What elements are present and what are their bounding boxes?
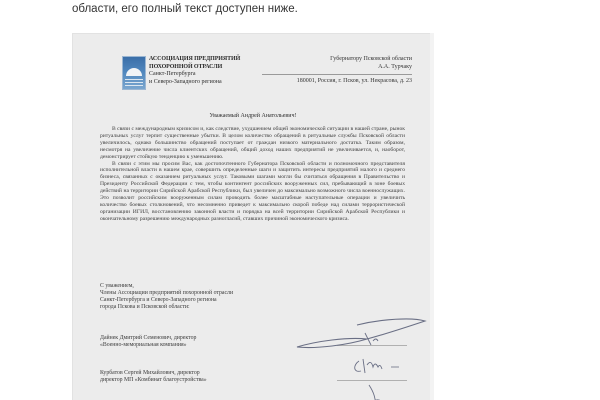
body-paragraph: В связи с международным кризисом и, как следствие, ухудшением общей экономической ситуации в нашей стране, рынок ритуальных услуг терпит существенные убытки. В целом количество обращений в ритуальные службы Псковской области увеличилось, однако большинство обращений поступает от граждан низкого материального достатка. Таким образом, несмотря на увеличение числа клиентских обращений, общий доход наших предприятий не увеличивается, и, наоборот, демонстрирует стойкую тенденцию к уменьшению. xyxy=(100,126,405,160)
signer-name: Дайнек Дмитрий Семенович, директор xyxy=(100,335,197,341)
signer-name: Курбатов Сергей Михайлович, директор xyxy=(100,370,200,376)
signer-org: «Военно-мемориальная компания» xyxy=(100,342,187,348)
addressee-address: 180001, Россия, г. Псков, ул. Некрасова, д. 23 xyxy=(262,74,412,86)
body-paragraph: В связи с этим мы просим Вас, как достопочтенного Губернатора Псковской области и полномочного представителя исполнительной власти в нашем крае, совершить определенные шаги и защитить интересы предприятий малого и среднего бизнеса, связанных с оказанием ритуальных услуг. Таковыми шагами могли бы считаться обращения в Правительство и Президенту Российской Федерации с тем, чтобы контингент российских вооруженных сил, пребывающий в зоне боевых действий на территории Сирийской Арабской Республики, был увеличен до максимально возможного числа военнослужащих. Это позволит российским вооруженным силам проводить более масштабные наступательные операции и увеличить количество боевых столкновений, что несомненно приведет к максимально скорой победе над силами террористической организации ИГИЛ, восстановлению законной власти и порядка на всей территории Сирийской Арабской Республики и окончательному разрешению международных разногласий, ставших причиной экономического кризиса. xyxy=(100,160,405,222)
org-name-line: Санкт-Петербурга xyxy=(149,71,196,77)
logo-wave-line xyxy=(125,79,143,80)
handwritten-signature-icon xyxy=(287,315,427,400)
closing-line: города Пскова и Псковской области: xyxy=(100,304,190,310)
association-logo-icon xyxy=(122,56,146,90)
org-name-line: АССОЦИАЦИЯ ПРЕДПРИЯТИЙ xyxy=(149,56,241,62)
org-name-line: и Северо-Западного региона xyxy=(149,78,222,85)
letterhead xyxy=(122,56,240,90)
signer-2 xyxy=(100,370,207,384)
addressee-name: А.А. Турчаку xyxy=(378,63,412,70)
closing-line: Санкт-Петербурга и Северо-Западного региона xyxy=(100,297,217,303)
closing-line: С уважением, xyxy=(100,283,134,289)
intro-text: области, его полный текст доступен ниже. xyxy=(72,3,298,15)
org-name-line: ПОХОРОННОЙ ОТРАСЛИ xyxy=(149,63,223,70)
letter-closing xyxy=(100,283,233,311)
letter-scan-image xyxy=(72,33,434,400)
addressee-title: Губернатору Псковской области xyxy=(330,56,412,62)
letter-greeting: Уважаемый Андрей Анатольевич! xyxy=(209,113,297,119)
signer-org: директор МП «Комбинат благоустройства» xyxy=(100,377,207,383)
addressee-block xyxy=(262,56,412,86)
logo-wave-line xyxy=(125,82,143,83)
logo-sun-shape xyxy=(126,68,142,76)
closing-line: Члены Ассоциации предприятий похоронной отрасли xyxy=(100,290,234,296)
signer-1 xyxy=(100,335,196,349)
letter-body xyxy=(100,126,405,223)
logo-wave-line xyxy=(125,85,143,86)
organization-name xyxy=(149,56,240,86)
